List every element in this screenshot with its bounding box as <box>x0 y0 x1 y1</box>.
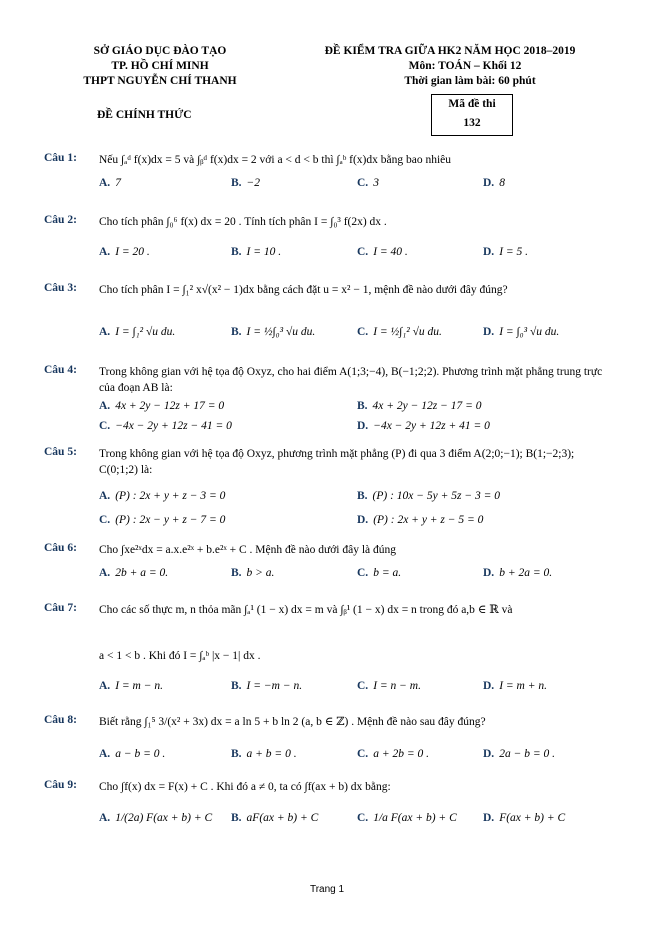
answer-option[interactable] <box>99 420 232 432</box>
answer-option[interactable] <box>357 246 408 258</box>
official-label: ĐỀ CHÍNH THỨC <box>97 109 192 121</box>
option-letter: C. <box>99 514 111 526</box>
question-label: Câu 2: <box>44 214 77 226</box>
option-letter: C. <box>357 812 369 824</box>
option-text: −4x − 2y + 12z + 41 = 0 <box>373 420 490 432</box>
answer-option[interactable] <box>99 246 150 258</box>
option-letter: A. <box>99 680 111 692</box>
answer-option[interactable] <box>99 567 168 579</box>
option-letter: D. <box>483 812 495 824</box>
option-letter: B. <box>231 326 242 338</box>
option-text: I = 40 . <box>373 246 408 258</box>
option-text: −4x − 2y + 12z − 41 = 0 <box>115 420 232 432</box>
answer-option[interactable] <box>483 326 559 338</box>
option-letter: C. <box>357 246 369 258</box>
option-letter: B. <box>231 812 242 824</box>
option-text: (P) : 10x − 5y + 5z − 3 = 0 <box>372 490 501 502</box>
answer-option[interactable] <box>231 177 260 189</box>
school-header <box>60 44 260 89</box>
option-text: b = a. <box>373 567 402 579</box>
answer-option[interactable] <box>231 246 281 258</box>
answer-option[interactable] <box>99 680 163 692</box>
subject-line: Môn: TOÁN – Khối 12 <box>408 60 522 72</box>
option-letter: B. <box>231 177 242 189</box>
question-text: Nếu ∫ₐᵈ f(x)dx = 5 và ∫ᵦᵈ f(x)dx = 2 với a < d < b thì ∫ₐᵇ f(x)dx bằng bao nhiêu <box>99 154 452 166</box>
question-text: Cho ∫xe²ˣdx = a.x.e²ˣ + b.e²ˣ + C . Mệnh đề nào dưới đây là đúng <box>99 544 397 556</box>
answer-option[interactable] <box>357 420 490 432</box>
option-text: 3 <box>373 177 379 189</box>
option-letter: D. <box>483 567 495 579</box>
question-text: Trong không gian với hệ tọa độ Oxyz, cho hai điểm A(1;3;−4), B(−1;2;2). Phương trình mặt phẳng trung trực của đoạn AB là: <box>99 366 603 394</box>
exam-title: ĐỀ KIỂM TRA GIỮA HK2 NĂM HỌC 2018–2019 <box>324 45 576 57</box>
question-text: Cho ∫f(x) dx = F(x) + C . Khi đó a ≠ 0, ta có ∫f(ax + b) dx bằng: <box>99 781 391 793</box>
question-label: Câu 5: <box>44 446 77 458</box>
option-letter: A. <box>99 400 111 412</box>
option-letter: B. <box>231 680 242 692</box>
answer-option[interactable] <box>357 177 379 189</box>
question-label: Câu 4: <box>44 364 77 376</box>
answer-option[interactable] <box>357 812 457 824</box>
option-letter: B. <box>231 567 242 579</box>
option-text: −2 <box>246 177 261 189</box>
option-text: I = ½∫₁² √u du. <box>373 326 442 338</box>
answer-option[interactable] <box>483 812 565 824</box>
option-text: 2a − b = 0 . <box>499 748 555 760</box>
answer-option[interactable] <box>99 514 225 526</box>
time-line: Thời gian làm bài: 60 phút <box>404 75 536 87</box>
answer-option[interactable] <box>231 812 318 824</box>
answer-option[interactable] <box>231 680 302 692</box>
question-label: Câu 9: <box>44 779 77 791</box>
option-text: 2b + a = 0. <box>115 567 169 579</box>
option-text: F(ax + b) + C <box>499 812 566 824</box>
answer-option[interactable] <box>99 326 175 338</box>
option-text: 1/(2a) F(ax + b) + C <box>115 812 213 824</box>
exam-code-value: 132 <box>463 117 481 129</box>
answer-option[interactable] <box>357 567 401 579</box>
option-text: I = 5 . <box>499 246 529 258</box>
answer-option[interactable] <box>483 177 505 189</box>
answer-option[interactable] <box>483 246 528 258</box>
question-label: Câu 7: <box>44 602 77 614</box>
option-text: 4x + 2y − 12z − 17 = 0 <box>372 400 482 412</box>
option-letter: C. <box>357 748 369 760</box>
question-label: Câu 1: <box>44 152 77 164</box>
option-text: (P) : 2x + y + z − 5 = 0 <box>373 514 484 526</box>
option-letter: B. <box>231 748 242 760</box>
option-letter: D. <box>357 420 369 432</box>
option-text: I = n − m. <box>373 680 421 692</box>
option-text: b > a. <box>246 567 275 579</box>
option-letter: D. <box>483 326 495 338</box>
exam-code-box <box>431 94 513 136</box>
option-text: I = ½∫₀³ √u du. <box>246 326 316 338</box>
department-name: SỞ GIÁO DỤC ĐÀO TẠO <box>93 45 227 57</box>
option-letter: A. <box>99 490 111 502</box>
question-text: Trong không gian với hệ tọa độ Oxyz, phương trình mặt phẳng (P) đi qua 3 điểm A(2;0;−1); B(1;−2;3); C(0;1;2) là: <box>99 448 575 476</box>
option-text: 7 <box>115 177 121 189</box>
question-text: Cho tích phân I = ∫₁² x√(x² − 1)dx bằng cách đặt u = x² − 1, mệnh đề nào dưới đây đúng? <box>99 284 508 296</box>
option-text: 8 <box>499 177 505 189</box>
option-text: I = m + n. <box>499 680 547 692</box>
answer-option[interactable] <box>357 514 483 526</box>
answer-option[interactable] <box>357 490 500 502</box>
answer-option[interactable] <box>99 490 225 502</box>
option-letter: C. <box>357 680 369 692</box>
option-letter: C. <box>357 326 369 338</box>
question-text: Cho tích phân ∫₀⁶ f(x) dx = 20 . Tính tích phân I = ∫₀³ f(2x) dx . <box>99 216 387 228</box>
answer-option[interactable] <box>483 567 552 579</box>
question-label: Câu 8: <box>44 714 77 726</box>
option-letter: C. <box>357 567 369 579</box>
city-name: TP. HỒ CHÍ MINH <box>111 60 209 72</box>
answer-option[interactable] <box>483 748 555 760</box>
option-letter: D. <box>483 177 495 189</box>
option-text: a + b = 0 . <box>246 748 297 760</box>
option-text: (P) : 2x + y + z − 3 = 0 <box>115 490 226 502</box>
school-name: THPT NGUYỄN CHÍ THANH <box>83 75 237 87</box>
question-text-continued: a < 1 < b . Khi đó I = ∫ₐᵇ |x − 1| dx . <box>99 650 261 662</box>
option-letter: B. <box>231 246 242 258</box>
option-text: aF(ax + b) + C <box>246 812 319 824</box>
option-letter: B. <box>357 400 368 412</box>
option-letter: A. <box>99 567 111 579</box>
answer-option[interactable] <box>357 680 421 692</box>
question-label: Câu 6: <box>44 542 77 554</box>
option-text: I = ∫₁² √u du. <box>115 326 176 338</box>
option-text: 1/a F(ax + b) + C <box>373 812 457 824</box>
option-text: I = 10 . <box>246 246 282 258</box>
option-letter: D. <box>483 246 495 258</box>
answer-option[interactable] <box>231 326 315 338</box>
answer-option[interactable] <box>99 812 212 824</box>
answer-option[interactable] <box>99 400 224 412</box>
exam-header <box>290 44 610 89</box>
answer-option[interactable] <box>99 177 121 189</box>
option-text: b + 2a = 0. <box>499 567 553 579</box>
option-letter: A. <box>99 246 111 258</box>
question-text: Cho các số thực m, n thỏa mãn ∫ₐ¹ (1 − x) dx = m và ∫ᵦ¹ (1 − x) dx = n trong đó a,b ∈ ℝ và <box>99 604 513 616</box>
option-letter: A. <box>99 326 111 338</box>
answer-option[interactable] <box>357 326 442 338</box>
option-text: (P) : 2x − y + z − 7 = 0 <box>115 514 226 526</box>
page-number: Trang 1 <box>309 884 345 895</box>
answer-option[interactable] <box>231 567 274 579</box>
option-text: I = m − n. <box>115 680 163 692</box>
exam-code-label: Mã đề thi <box>448 98 496 110</box>
option-letter: A. <box>99 812 111 824</box>
option-text: 4x + 2y − 12z + 17 = 0 <box>115 400 225 412</box>
option-text: I = ∫₀³ √u du. <box>499 326 560 338</box>
option-text: I = −m − n. <box>246 680 303 692</box>
option-text: a + 2b = 0 . <box>373 748 429 760</box>
answer-option[interactable] <box>357 400 482 412</box>
option-letter: A. <box>99 748 111 760</box>
answer-option[interactable] <box>357 748 429 760</box>
option-letter: D. <box>483 748 495 760</box>
option-letter: C. <box>357 177 369 189</box>
option-letter: D. <box>483 680 495 692</box>
answer-option[interactable] <box>99 748 165 760</box>
option-text: a − b = 0 . <box>115 748 166 760</box>
option-text: I = 20 . <box>115 246 150 258</box>
option-letter: A. <box>99 177 111 189</box>
option-letter: B. <box>357 490 368 502</box>
option-letter: D. <box>357 514 369 526</box>
answer-option[interactable] <box>483 680 547 692</box>
question-label: Câu 3: <box>44 282 77 294</box>
question-text: Biết rằng ∫₁⁵ 3/(x² + 3x) dx = a ln 5 + b ln 2 (a, b ∈ ℤ) . Mệnh đề nào sau đây đúng? <box>99 716 486 728</box>
option-letter: C. <box>99 420 111 432</box>
answer-option[interactable] <box>231 748 297 760</box>
